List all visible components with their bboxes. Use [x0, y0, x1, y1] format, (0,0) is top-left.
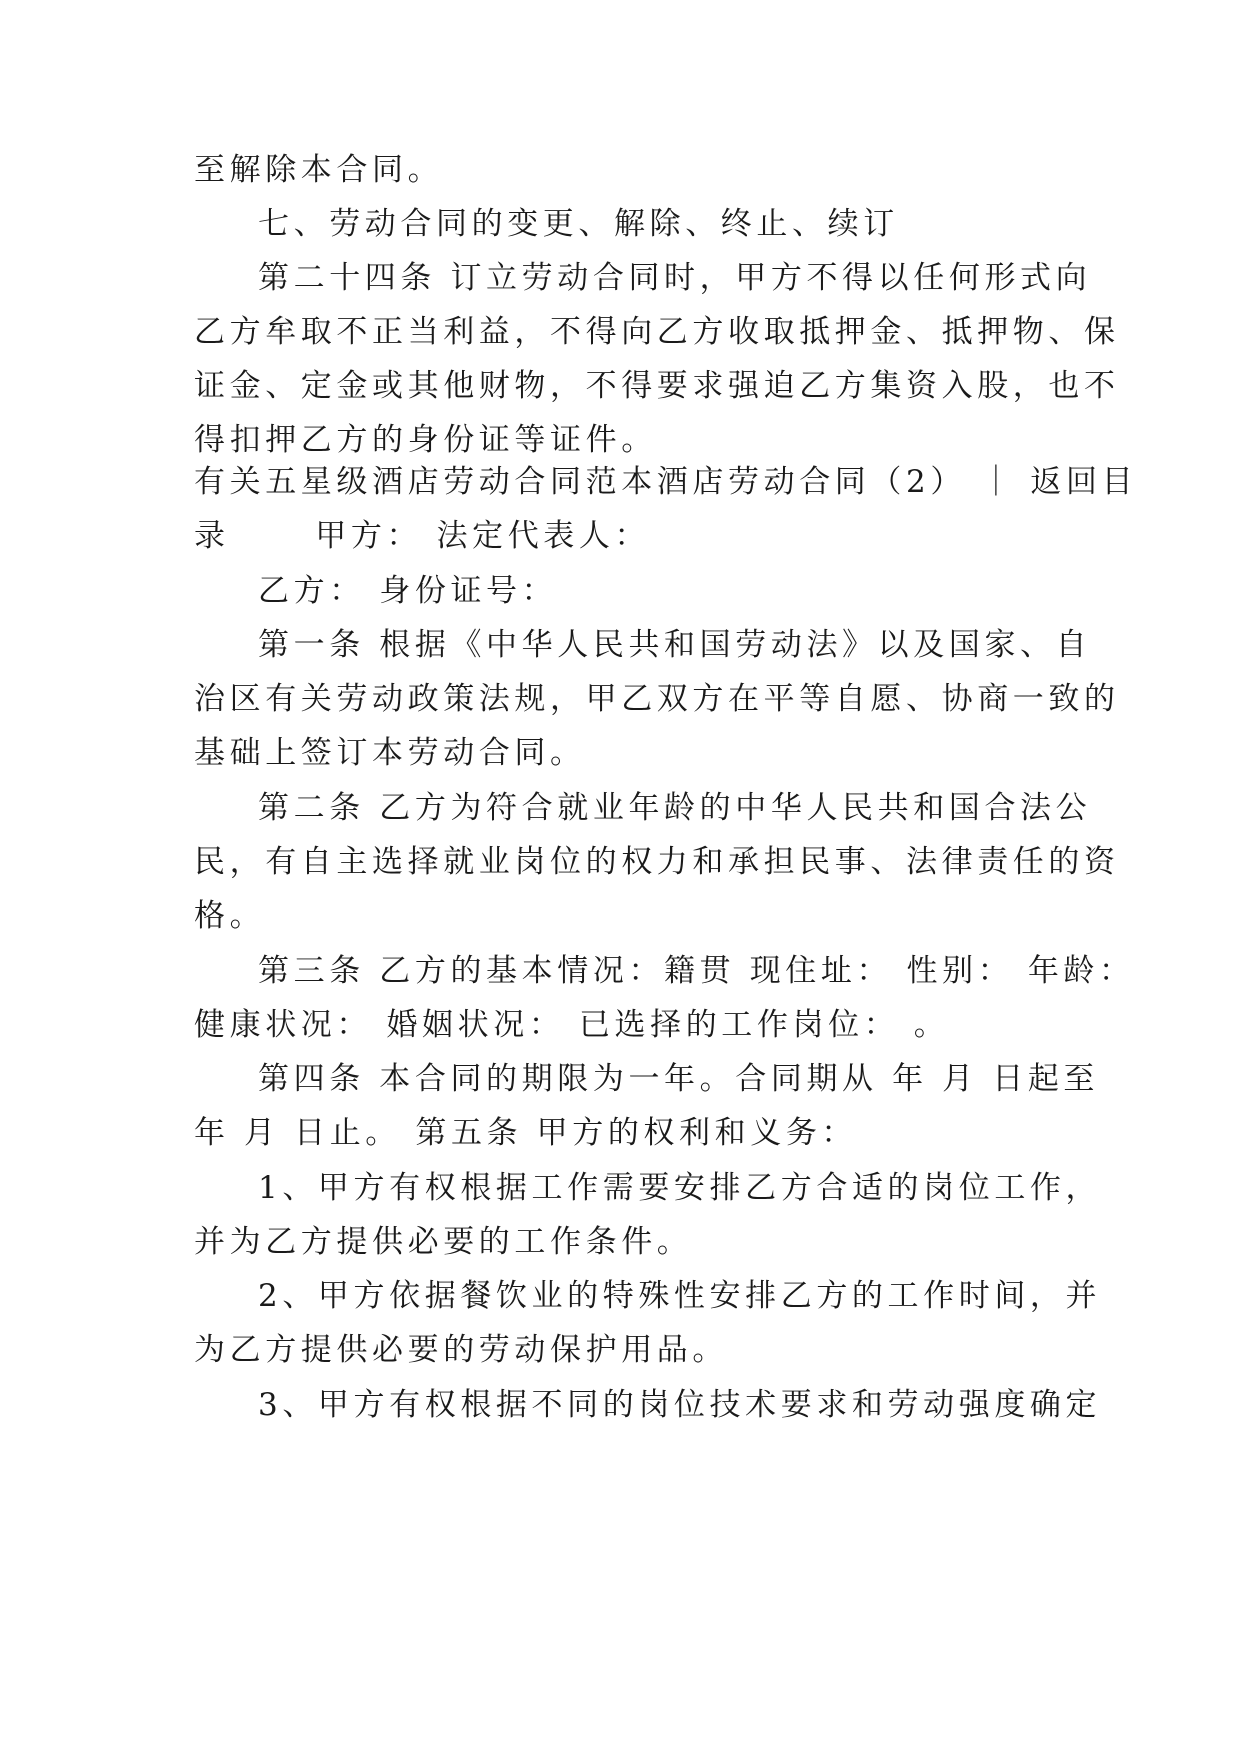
text-line: 年 月 日止。 第五条 甲方的权利和义务： — [194, 1115, 858, 1151]
text-line: 3、甲方有权根据不同的岗位技术要求和劳动强度确定 — [258, 1387, 1102, 1423]
text-line: 健康状况： 婚姻状况： 已选择的工作岗位： 。 — [194, 1007, 950, 1043]
text-line: 基础上签订本劳动合同。 — [194, 735, 586, 771]
text-line: 第二条 乙方为符合就业年龄的中华人民共和国合法公 — [258, 790, 1092, 826]
text-line: 第一条 根据《中华人民共和国劳动法》以及国家、自 — [258, 627, 1092, 663]
text-line: 有关五星级酒店劳动合同范本酒店劳动合同（2） ｜ 返回目 — [194, 464, 1138, 500]
text-line: 为乙方提供必要的劳动保护用品。 — [194, 1332, 728, 1368]
text-line: 乙方： 身份证号： — [258, 573, 558, 609]
text-line: 录 甲方： 法定代表人： — [194, 518, 651, 554]
text-line: 乙方牟取不正当利益，不得向乙方收取抵押金、抵押物、保 — [194, 314, 1120, 350]
text-line: 并为乙方提供必要的工作条件。 — [194, 1224, 693, 1260]
text-line: 格。 — [194, 898, 266, 934]
text-line: 证金、定金或其他财物，不得要求强迫乙方集资入股，也不 — [194, 368, 1120, 404]
text-line: 第三条 乙方的基本情况：籍贯 现住址： 性别： 年龄： — [258, 953, 1135, 989]
text-line: 七、劳动合同的变更、解除、终止、续订 — [258, 206, 899, 242]
text-line: 1、甲方有权根据工作需要安排乙方合适的岗位工作， — [258, 1170, 1102, 1206]
text-line: 第四条 本合同的期限为一年。合同期从 年 月 日起至 — [258, 1061, 1100, 1097]
text-line: 2、甲方依据餐饮业的特殊性安排乙方的工作时间，并 — [258, 1278, 1102, 1314]
text-line: 得扣押乙方的身份证等证件。 — [194, 422, 657, 458]
text-line: 第二十四条 订立劳动合同时，甲方不得以任何形式向 — [258, 260, 1092, 296]
text-line: 治区有关劳动政策法规，甲乙双方在平等自愿、协商一致的 — [194, 681, 1120, 717]
text-line: 民，有自主选择就业岗位的权力和承担民事、法律责任的资 — [194, 844, 1120, 880]
text-line: 至解除本合同。 — [194, 152, 444, 188]
